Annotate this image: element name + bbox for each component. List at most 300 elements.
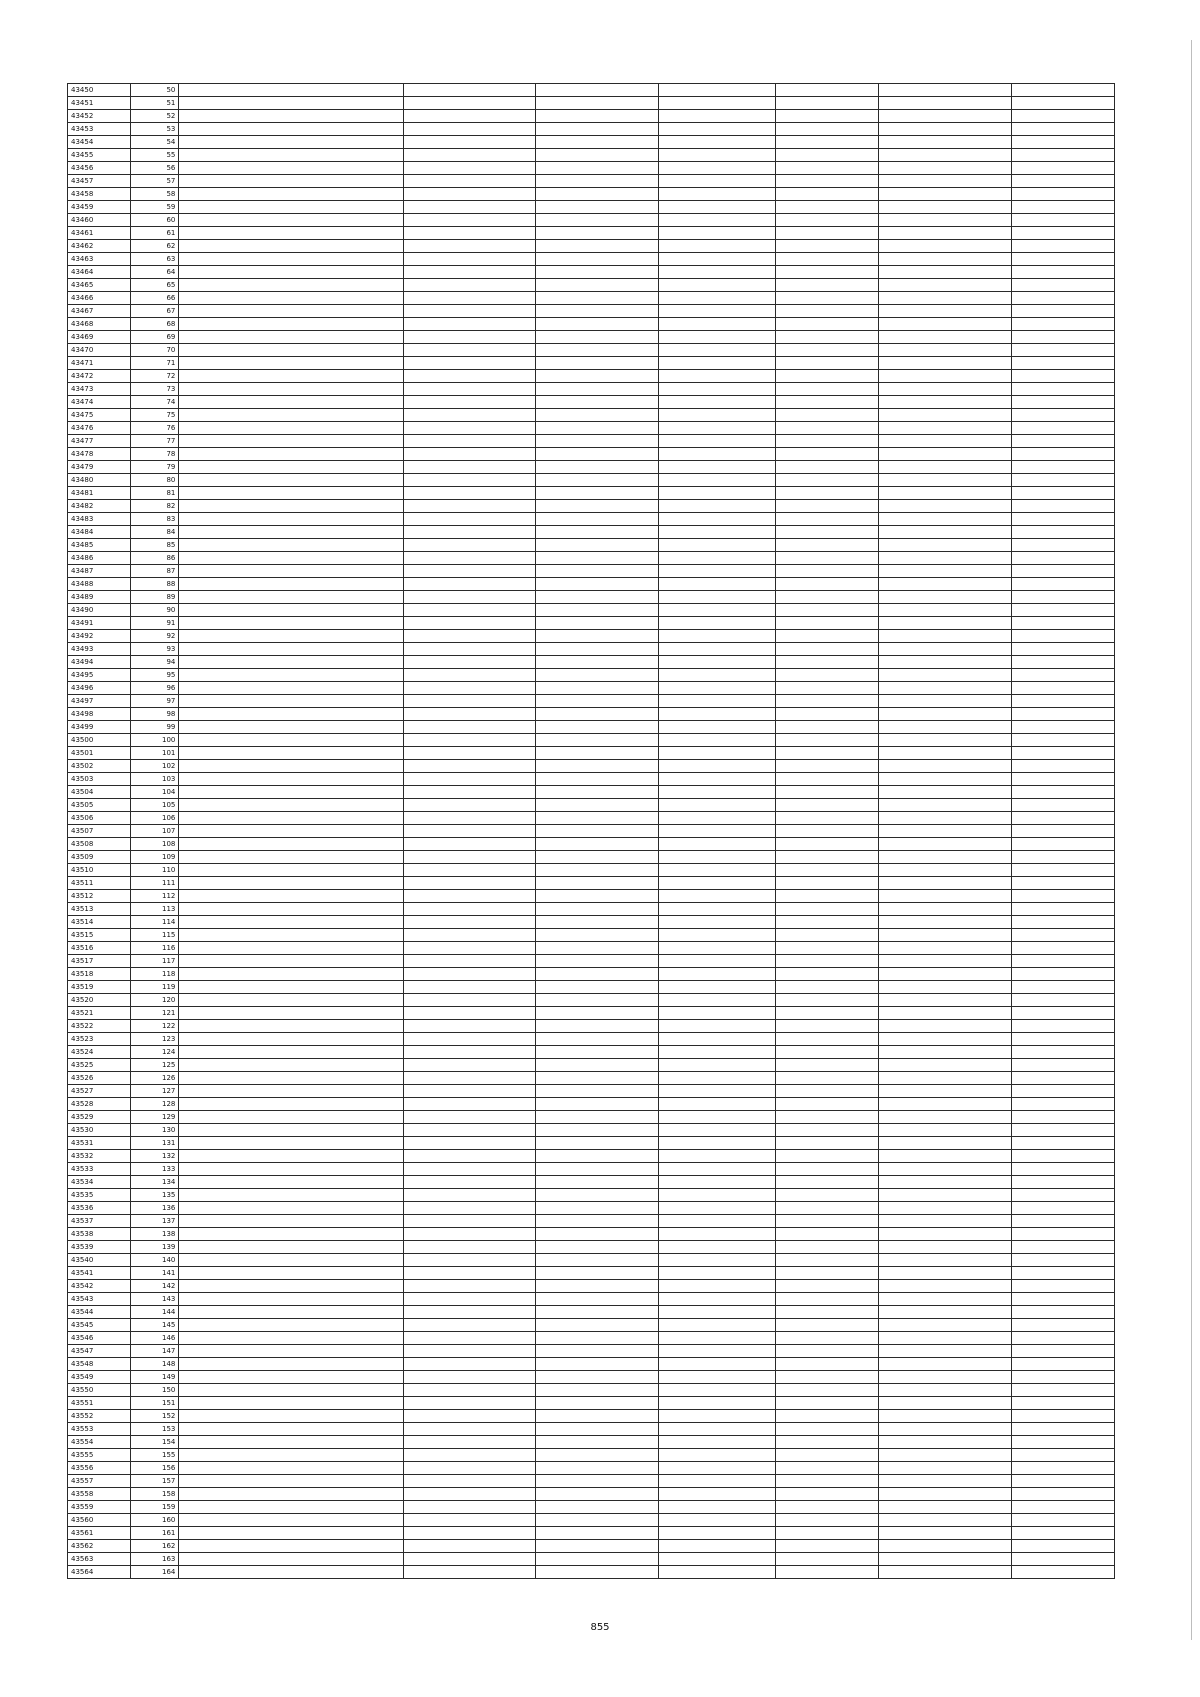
row-date-c [659, 1189, 776, 1202]
row-date-c [659, 461, 776, 474]
row-date-a [404, 916, 535, 929]
row-date-a [404, 149, 535, 162]
row-date-c [659, 149, 776, 162]
row-id: 43477 [68, 435, 131, 448]
row-date-e [878, 1059, 1012, 1072]
row-date-b [535, 305, 659, 318]
row-date-e [878, 1540, 1012, 1553]
row-id: 43534 [68, 1176, 131, 1189]
row-id: 43463 [68, 253, 131, 266]
row-date-b [535, 97, 659, 110]
row-id: 43515 [68, 929, 131, 942]
row-date-b [535, 448, 659, 461]
table-row [68, 1358, 1115, 1371]
row-date-a [404, 708, 535, 721]
row-id: 43559 [68, 1501, 131, 1514]
row-date-a [404, 981, 535, 994]
row-date-c [659, 903, 776, 916]
row-num: 109 [131, 851, 179, 864]
row-date-a [404, 1124, 535, 1137]
table-row [68, 136, 1115, 149]
row-date-b [535, 149, 659, 162]
row-date-b [535, 188, 659, 201]
row-date-b [535, 539, 659, 552]
row-date-e [878, 331, 1012, 344]
row-date-c [659, 1345, 776, 1358]
row-address [179, 1059, 404, 1072]
table-row [68, 1410, 1115, 1423]
row-date-d [776, 734, 878, 747]
row-date-a [404, 123, 535, 136]
table-row [68, 1072, 1115, 1085]
row-date-b [535, 617, 659, 630]
row-id: 43512 [68, 890, 131, 903]
row-date-d [776, 1319, 878, 1332]
row-address [179, 1189, 404, 1202]
row-date-f [1012, 916, 1115, 929]
row-date-a [404, 253, 535, 266]
table-row [68, 981, 1115, 994]
row-id: 43517 [68, 955, 131, 968]
row-date-b [535, 1033, 659, 1046]
row-date-d [776, 1475, 878, 1488]
row-num: 73 [131, 383, 179, 396]
row-num: 85 [131, 539, 179, 552]
row-date-f [1012, 1540, 1115, 1553]
row-date-d [776, 552, 878, 565]
row-id: 43529 [68, 1111, 131, 1124]
row-date-f [1012, 370, 1115, 383]
row-num: 127 [131, 1085, 179, 1098]
row-date-f [1012, 1228, 1115, 1241]
row-date-f [1012, 1397, 1115, 1410]
row-num: 76 [131, 422, 179, 435]
row-date-b [535, 851, 659, 864]
table-row [68, 123, 1115, 136]
row-date-c [659, 1163, 776, 1176]
row-date-a [404, 526, 535, 539]
row-address [179, 1072, 404, 1085]
table-row [68, 201, 1115, 214]
row-date-e [878, 1449, 1012, 1462]
row-num: 96 [131, 682, 179, 695]
scan-edge-line [1191, 40, 1192, 1640]
row-address [179, 877, 404, 890]
row-date-f [1012, 422, 1115, 435]
row-date-c [659, 643, 776, 656]
row-date-f [1012, 773, 1115, 786]
row-date-a [404, 266, 535, 279]
row-date-f [1012, 1384, 1115, 1397]
row-date-b [535, 1189, 659, 1202]
row-date-e [878, 1085, 1012, 1098]
row-date-f [1012, 1527, 1115, 1540]
row-num: 55 [131, 149, 179, 162]
table-row [68, 890, 1115, 903]
row-num: 60 [131, 214, 179, 227]
row-date-d [776, 1410, 878, 1423]
row-date-f [1012, 1241, 1115, 1254]
row-num: 77 [131, 435, 179, 448]
row-date-b [535, 1085, 659, 1098]
table-row [68, 903, 1115, 916]
row-num: 114 [131, 916, 179, 929]
row-date-c [659, 1085, 776, 1098]
table-row [68, 812, 1115, 825]
row-date-d [776, 1085, 878, 1098]
row-date-b [535, 1436, 659, 1449]
row-date-d [776, 227, 878, 240]
row-num: 99 [131, 721, 179, 734]
row-date-e [878, 1228, 1012, 1241]
row-num: 133 [131, 1163, 179, 1176]
row-date-c [659, 201, 776, 214]
row-date-f [1012, 1085, 1115, 1098]
row-date-b [535, 461, 659, 474]
row-address [179, 838, 404, 851]
row-num: 92 [131, 630, 179, 643]
table-row [68, 422, 1115, 435]
row-date-c [659, 656, 776, 669]
row-date-f [1012, 331, 1115, 344]
row-date-c [659, 1488, 776, 1501]
row-date-c [659, 1280, 776, 1293]
row-date-a [404, 1163, 535, 1176]
row-num: 115 [131, 929, 179, 942]
row-date-d [776, 1436, 878, 1449]
row-date-c [659, 1436, 776, 1449]
row-date-b [535, 1527, 659, 1540]
row-date-f [1012, 396, 1115, 409]
row-date-f [1012, 526, 1115, 539]
row-date-d [776, 695, 878, 708]
table-row [68, 708, 1115, 721]
table-row [68, 1332, 1115, 1345]
row-date-b [535, 760, 659, 773]
row-num: 154 [131, 1436, 179, 1449]
row-date-c [659, 825, 776, 838]
table-row [68, 773, 1115, 786]
table-row [68, 240, 1115, 253]
table-row [68, 760, 1115, 773]
row-date-d [776, 396, 878, 409]
row-date-e [878, 448, 1012, 461]
row-date-b [535, 578, 659, 591]
row-date-c [659, 1384, 776, 1397]
row-id: 43555 [68, 1449, 131, 1462]
row-id: 43538 [68, 1228, 131, 1241]
row-date-f [1012, 1553, 1115, 1566]
row-id: 43508 [68, 838, 131, 851]
row-address [179, 1202, 404, 1215]
row-num: 160 [131, 1514, 179, 1527]
table-row [68, 1319, 1115, 1332]
row-id: 43501 [68, 747, 131, 760]
row-date-c [659, 760, 776, 773]
row-address [179, 1046, 404, 1059]
row-id: 43528 [68, 1098, 131, 1111]
row-date-a [404, 1319, 535, 1332]
row-date-b [535, 903, 659, 916]
row-date-b [535, 708, 659, 721]
row-date-e [878, 344, 1012, 357]
row-id: 43479 [68, 461, 131, 474]
row-date-c [659, 1553, 776, 1566]
row-date-e [878, 812, 1012, 825]
row-num: 126 [131, 1072, 179, 1085]
row-date-b [535, 1111, 659, 1124]
row-date-b [535, 1423, 659, 1436]
row-address [179, 1371, 404, 1384]
row-date-a [404, 799, 535, 812]
row-date-a [404, 955, 535, 968]
row-date-a [404, 474, 535, 487]
row-date-a [404, 201, 535, 214]
row-date-a [404, 1280, 535, 1293]
table-row [68, 409, 1115, 422]
row-address [179, 1163, 404, 1176]
row-address [179, 760, 404, 773]
row-date-d [776, 1423, 878, 1436]
row-date-b [535, 786, 659, 799]
row-date-d [776, 526, 878, 539]
table-row [68, 1150, 1115, 1163]
row-address [179, 1150, 404, 1163]
row-address [179, 656, 404, 669]
row-date-e [878, 1111, 1012, 1124]
row-num: 155 [131, 1449, 179, 1462]
row-num: 81 [131, 487, 179, 500]
row-date-d [776, 877, 878, 890]
row-date-c [659, 136, 776, 149]
row-address [179, 162, 404, 175]
row-date-e [878, 526, 1012, 539]
row-id: 43506 [68, 812, 131, 825]
row-address [179, 1085, 404, 1098]
row-num: 113 [131, 903, 179, 916]
row-num: 125 [131, 1059, 179, 1072]
row-num: 58 [131, 188, 179, 201]
row-date-d [776, 539, 878, 552]
table-row [68, 682, 1115, 695]
row-address [179, 1332, 404, 1345]
row-address [179, 344, 404, 357]
row-date-c [659, 630, 776, 643]
row-num: 122 [131, 1020, 179, 1033]
row-id: 43497 [68, 695, 131, 708]
row-date-b [535, 266, 659, 279]
row-date-d [776, 110, 878, 123]
row-date-b [535, 1306, 659, 1319]
row-id: 43498 [68, 708, 131, 721]
row-date-e [878, 760, 1012, 773]
row-date-f [1012, 1254, 1115, 1267]
row-date-e [878, 825, 1012, 838]
row-date-b [535, 1462, 659, 1475]
table-row [68, 1397, 1115, 1410]
row-date-c [659, 877, 776, 890]
row-date-d [776, 1462, 878, 1475]
row-date-f [1012, 1202, 1115, 1215]
row-date-d [776, 175, 878, 188]
table-row [68, 799, 1115, 812]
row-date-f [1012, 786, 1115, 799]
row-date-e [878, 240, 1012, 253]
row-date-a [404, 669, 535, 682]
row-address [179, 955, 404, 968]
row-id: 43490 [68, 604, 131, 617]
row-date-e [878, 279, 1012, 292]
row-date-a [404, 643, 535, 656]
row-date-a [404, 1488, 535, 1501]
row-date-b [535, 513, 659, 526]
row-date-c [659, 1527, 776, 1540]
row-date-a [404, 1020, 535, 1033]
row-date-d [776, 1371, 878, 1384]
row-date-e [878, 1306, 1012, 1319]
row-id: 43493 [68, 643, 131, 656]
row-num: 94 [131, 656, 179, 669]
row-date-f [1012, 1033, 1115, 1046]
row-date-e [878, 1527, 1012, 1540]
row-date-f [1012, 929, 1115, 942]
row-id: 43478 [68, 448, 131, 461]
row-date-d [776, 903, 878, 916]
row-address [179, 123, 404, 136]
table-row [68, 513, 1115, 526]
row-date-d [776, 1111, 878, 1124]
row-date-c [659, 734, 776, 747]
row-id: 43484 [68, 526, 131, 539]
row-date-e [878, 1397, 1012, 1410]
row-date-e [878, 1488, 1012, 1501]
row-date-f [1012, 448, 1115, 461]
row-date-d [776, 1501, 878, 1514]
table-row [68, 1462, 1115, 1475]
table-row [68, 617, 1115, 630]
row-num: 62 [131, 240, 179, 253]
row-date-c [659, 500, 776, 513]
row-date-f [1012, 994, 1115, 1007]
row-num: 131 [131, 1137, 179, 1150]
row-date-c [659, 682, 776, 695]
row-date-e [878, 1033, 1012, 1046]
row-date-f [1012, 513, 1115, 526]
row-date-a [404, 1176, 535, 1189]
table-row [68, 721, 1115, 734]
row-date-b [535, 877, 659, 890]
row-date-e [878, 734, 1012, 747]
row-date-c [659, 214, 776, 227]
row-address [179, 357, 404, 370]
table-row [68, 1267, 1115, 1280]
row-num: 110 [131, 864, 179, 877]
row-date-d [776, 1332, 878, 1345]
row-date-e [878, 305, 1012, 318]
row-date-e [878, 864, 1012, 877]
row-date-b [535, 955, 659, 968]
row-date-e [878, 136, 1012, 149]
row-id: 43526 [68, 1072, 131, 1085]
row-date-d [776, 1527, 878, 1540]
row-date-f [1012, 149, 1115, 162]
row-date-a [404, 175, 535, 188]
row-date-b [535, 994, 659, 1007]
row-date-d [776, 643, 878, 656]
row-num: 97 [131, 695, 179, 708]
row-address [179, 1358, 404, 1371]
row-num: 91 [131, 617, 179, 630]
row-id: 43458 [68, 188, 131, 201]
row-date-c [659, 1267, 776, 1280]
row-date-a [404, 1306, 535, 1319]
row-id: 43473 [68, 383, 131, 396]
row-address [179, 1215, 404, 1228]
table-row [68, 1163, 1115, 1176]
row-date-a [404, 1514, 535, 1527]
row-date-f [1012, 1189, 1115, 1202]
row-date-f [1012, 1007, 1115, 1020]
row-address [179, 864, 404, 877]
row-date-d [776, 1202, 878, 1215]
row-date-a [404, 721, 535, 734]
row-num: 157 [131, 1475, 179, 1488]
row-date-c [659, 1059, 776, 1072]
row-address [179, 1033, 404, 1046]
row-date-f [1012, 1072, 1115, 1085]
row-address [179, 1488, 404, 1501]
row-date-f [1012, 214, 1115, 227]
row-date-a [404, 1254, 535, 1267]
row-date-e [878, 474, 1012, 487]
table-row [68, 474, 1115, 487]
row-date-e [878, 1384, 1012, 1397]
row-address [179, 539, 404, 552]
row-address [179, 1501, 404, 1514]
table-row [68, 565, 1115, 578]
row-date-a [404, 656, 535, 669]
table-row [68, 253, 1115, 266]
row-num: 128 [131, 1098, 179, 1111]
row-date-e [878, 1202, 1012, 1215]
row-date-d [776, 1007, 878, 1020]
table-row [68, 851, 1115, 864]
row-address [179, 630, 404, 643]
row-date-e [878, 994, 1012, 1007]
row-id: 43511 [68, 877, 131, 890]
row-date-f [1012, 409, 1115, 422]
row-date-a [404, 110, 535, 123]
row-date-f [1012, 565, 1115, 578]
row-date-d [776, 84, 878, 97]
row-date-b [535, 1098, 659, 1111]
row-date-e [878, 1163, 1012, 1176]
row-date-c [659, 370, 776, 383]
row-date-e [878, 981, 1012, 994]
row-date-a [404, 162, 535, 175]
row-address [179, 903, 404, 916]
table-row [68, 539, 1115, 552]
row-date-f [1012, 1345, 1115, 1358]
row-date-c [659, 708, 776, 721]
row-id: 43513 [68, 903, 131, 916]
row-address [179, 617, 404, 630]
row-id: 43459 [68, 201, 131, 214]
row-date-a [404, 1449, 535, 1462]
row-address [179, 1475, 404, 1488]
table-row [68, 994, 1115, 1007]
row-num: 118 [131, 968, 179, 981]
